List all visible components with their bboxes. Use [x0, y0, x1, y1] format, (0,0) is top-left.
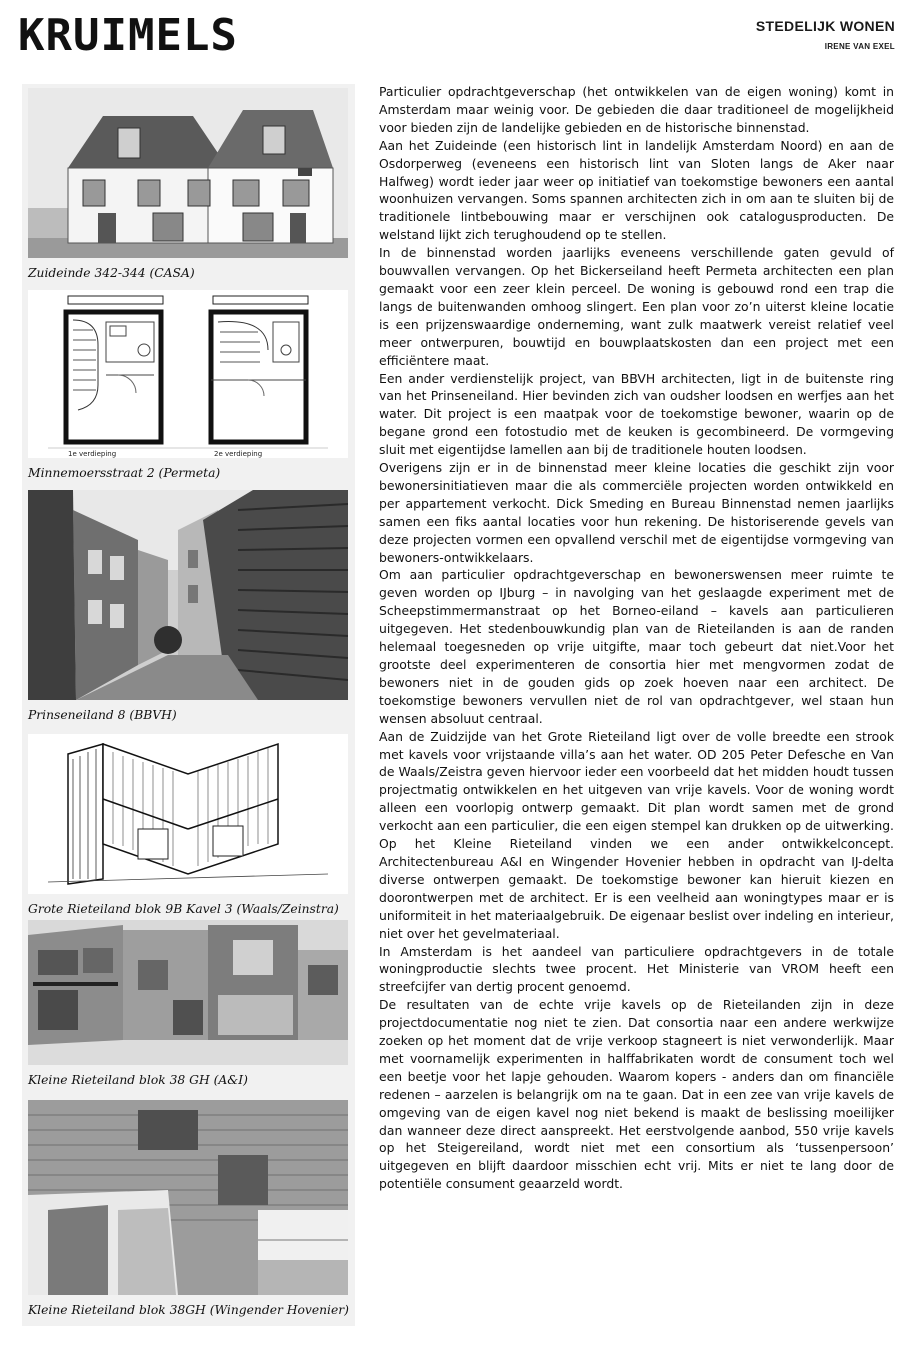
article-paragraph: Een ander verdienstelijk project, van BBVH architecten, ligt in de buitenste ring van het Prinseneiland. Hier bevinden zich van oudsher loodsen en werfjes aan het water. Dit project is een maatpak voor de toekomstige bewoner, waarin op de begane grond een fotostudio met de keuken is gecombineerd. De vormgeving sluit met eigentijdse lamellen aan bij de traditionele houten loodsen.	[379, 370, 894, 458]
zuideinde-photo	[28, 88, 348, 258]
floor-plans-drawing	[28, 290, 348, 458]
article-body	[379, 83, 894, 1193]
figure-kleine-rieteiland-ai	[28, 920, 348, 1087]
figure-column	[22, 84, 355, 1326]
plan-label-second-floor: 2e verdieping	[214, 450, 263, 458]
page-title: KRUIMELS	[18, 10, 238, 61]
figure-zuideinde	[28, 88, 348, 280]
grote-rieteiland-sketch	[28, 734, 348, 894]
figure-prinseneiland	[28, 490, 348, 722]
article-paragraph: In de binnenstad worden jaarlijks eveneens verschillende gaten gevuld of bouwvallen vervangen. Op het Bickerseiland heeft Permeta architecten een plan gemaakt voor een zeer klein perceel. De woning is gebouwd rond een trap die langs de buitenwanden omhoog slingert. Een plan voor zo’n uiterst kleine locatie is een prijzenswaardige onderneming, want zulk maatwerk vereist relatief veel meer ontwerpuren, bouwtijd en bouwplaatskosten dan een project met een efficiëntere maat.	[379, 245, 894, 368]
section-title: STEDELIJK WONEN	[755, 18, 895, 34]
article-paragraph: Aan het Zuideinde (een historisch lint in landelijk Amsterdam Noord) en aan de Osdorperweg (eveneens een historisch lint van Sloten langs de Aker naar Halfweg) wordt ieder jaar weer op initiatief van toekomstige bewoners een aantal woonhuizen vervangen. Soms spannen architecten zich in om aan te sluiten bij de traditionele lintbebouwing maar er verschijnen ook catalogusproducten. De welstand lijkt zich terughoudend op te stellen.	[379, 137, 894, 243]
figure-minnemoersstraat	[28, 290, 348, 480]
author-name: IRENE VAN EXEL	[824, 42, 895, 51]
article-paragraph: De resultaten van de echte vrije kavels op de Rieteilanden zijn in deze projectdocumentatie nog niet te zien. Dat consortia naar een andere werkwijze zoeken op het moment dat de vrije verkoop stagneert is niet verwonderlijk. Maar met voornamelijk experimenten in halffabrikaten wordt de consument toch wel een beetje voor het lapje gehouden. Waarom kopers - anders dan om financiële redenen – aarzelen is belangrijk om na te gaan. Dat in een zee van vrije kavels de omgeving van de eigen kavel nog niet bekend is maakt de beslissing moeilijker dan wanneer deze direct aanspreekt. Het eerstvolgende aanbod, 550 vrije kavels op het Steigereiland, wordt niet met een consortium als ‘tussenpersoon’ uitgegeven en blijft daardoor misschien echt vrij. Mits er niet te lang door de potentiële consument geaarzeld wordt.	[379, 997, 894, 1192]
article-paragraph: Particulier opdrachtgeverschap (het ontwikkelen van de eigen woning) komt in Amsterdam maar weinig voor. De gebieden die daar traditioneel de mogelijkheid voor bieden zijn de landelijke gebieden en de historische binnenstad.	[379, 84, 894, 135]
kleine-rieteiland-wh-render	[28, 1100, 348, 1295]
article-paragraph: Om aan particulier opdrachtgeverschap en bewonerswensen meer ruimte te geven worden op IJburg – in navolging van het geslaagde experiment met de Scheepstimmermanstraat op het Borneo-eiland – kavels aan particulieren uitgegeven. Het stedenbouwkundig plan van de Rieteilanden is aan de randen helemaal toegesneden op vrije uitgifte, maar toch gebeurt dat niet.Voor het grootste deel experimenteren de consortia hier met mengvormen zodat de bewoners niet in de gouden gids op zoek hoeven naar een architect. De toekomstige bewoners vervullen niet de rol van opdrachtgever, wel staan hun wensen absoluut centraal.	[379, 567, 894, 726]
article-paragraph: Overigens zijn er in de binnenstad meer kleine locaties die geschikt zijn voor bewonersinitiatieven maar die als commerciële projecten worden ontwikkeld en per appartement verkocht. Dick Smeding en Bureau Binnenstad nemen jaarlijks samen een fiks aantal locaties voor hun rekening. De historiserende gevels van deze projecten vormen een opvallend verschil met de eigentijdse vormgeving van bewoners-ontwikkelaars.	[379, 460, 894, 565]
article-paragraph: In Amsterdam is het aandeel van particuliere opdrachtgevers in de totale woningproductie slechts twee procent. Het Ministerie van VROM heeft een streefcijfer van dertig procent genoemd.	[379, 943, 894, 995]
kleine-rieteiland-ai-render	[28, 920, 348, 1065]
figure-grote-rieteiland	[28, 734, 348, 916]
plan-label-first-floor: 1e verdieping	[68, 450, 117, 458]
figure-kleine-rieteiland-wh	[28, 1100, 348, 1317]
caption-grote-rieteiland: Grote Rieteiland blok 9B Kavel 3 (Waals/Zeinstra)	[28, 902, 339, 916]
prinseneiland-photo	[28, 490, 348, 700]
caption-minnemoersstraat: Minnemoersstraat 2 (Permeta)	[28, 466, 221, 480]
article-paragraph: Aan de Zuidzijde van het Grote Rieteiland ligt over de volle breedte een strook met kavels voor vrijstaande villa’s aan het water. OD 205 Peter Defesche en Van de Waals/Zeistra geven hiervoor ieder een voorbeeld dat het midden houdt tussen projectmatig ontwikkelen en het uitgeven van vrije kavels. Voor de woning wordt alleen een voorlopig ontwerp gemaakt. Dit plan wordt samen met de grond verkocht aan een particulier, die een eigen stempel kan drukken op de uitwerking. Op het Kleine Rieteiland vinden we een ander ontwikkelconcept. Architectenbureau A&I en Wingender Hovenier hebben in opdracht van IJ-delta diverse ontwerpen gemaakt. De toekomstige bewoner kan hieruit kiezen en doorontwerpen met de architect. Er is een veelheid aan woningtypes maar er is uniformiteit in het materiaalgebruik. De eigenaar beslist over indeling en interieur, niet over het gevelmateriaal.	[379, 728, 894, 941]
caption-prinseneiland: Prinseneiland 8 (BBVH)	[28, 708, 177, 722]
caption-kleine-rieteiland-ai: Kleine Rieteiland blok 38 GH (A&I)	[28, 1073, 248, 1087]
caption-kleine-rieteiland-wh: Kleine Rieteiland blok 38GH (Wingender Hovenier)	[28, 1303, 349, 1317]
caption-zuideinde: Zuideinde 342-344 (CASA)	[28, 266, 195, 280]
